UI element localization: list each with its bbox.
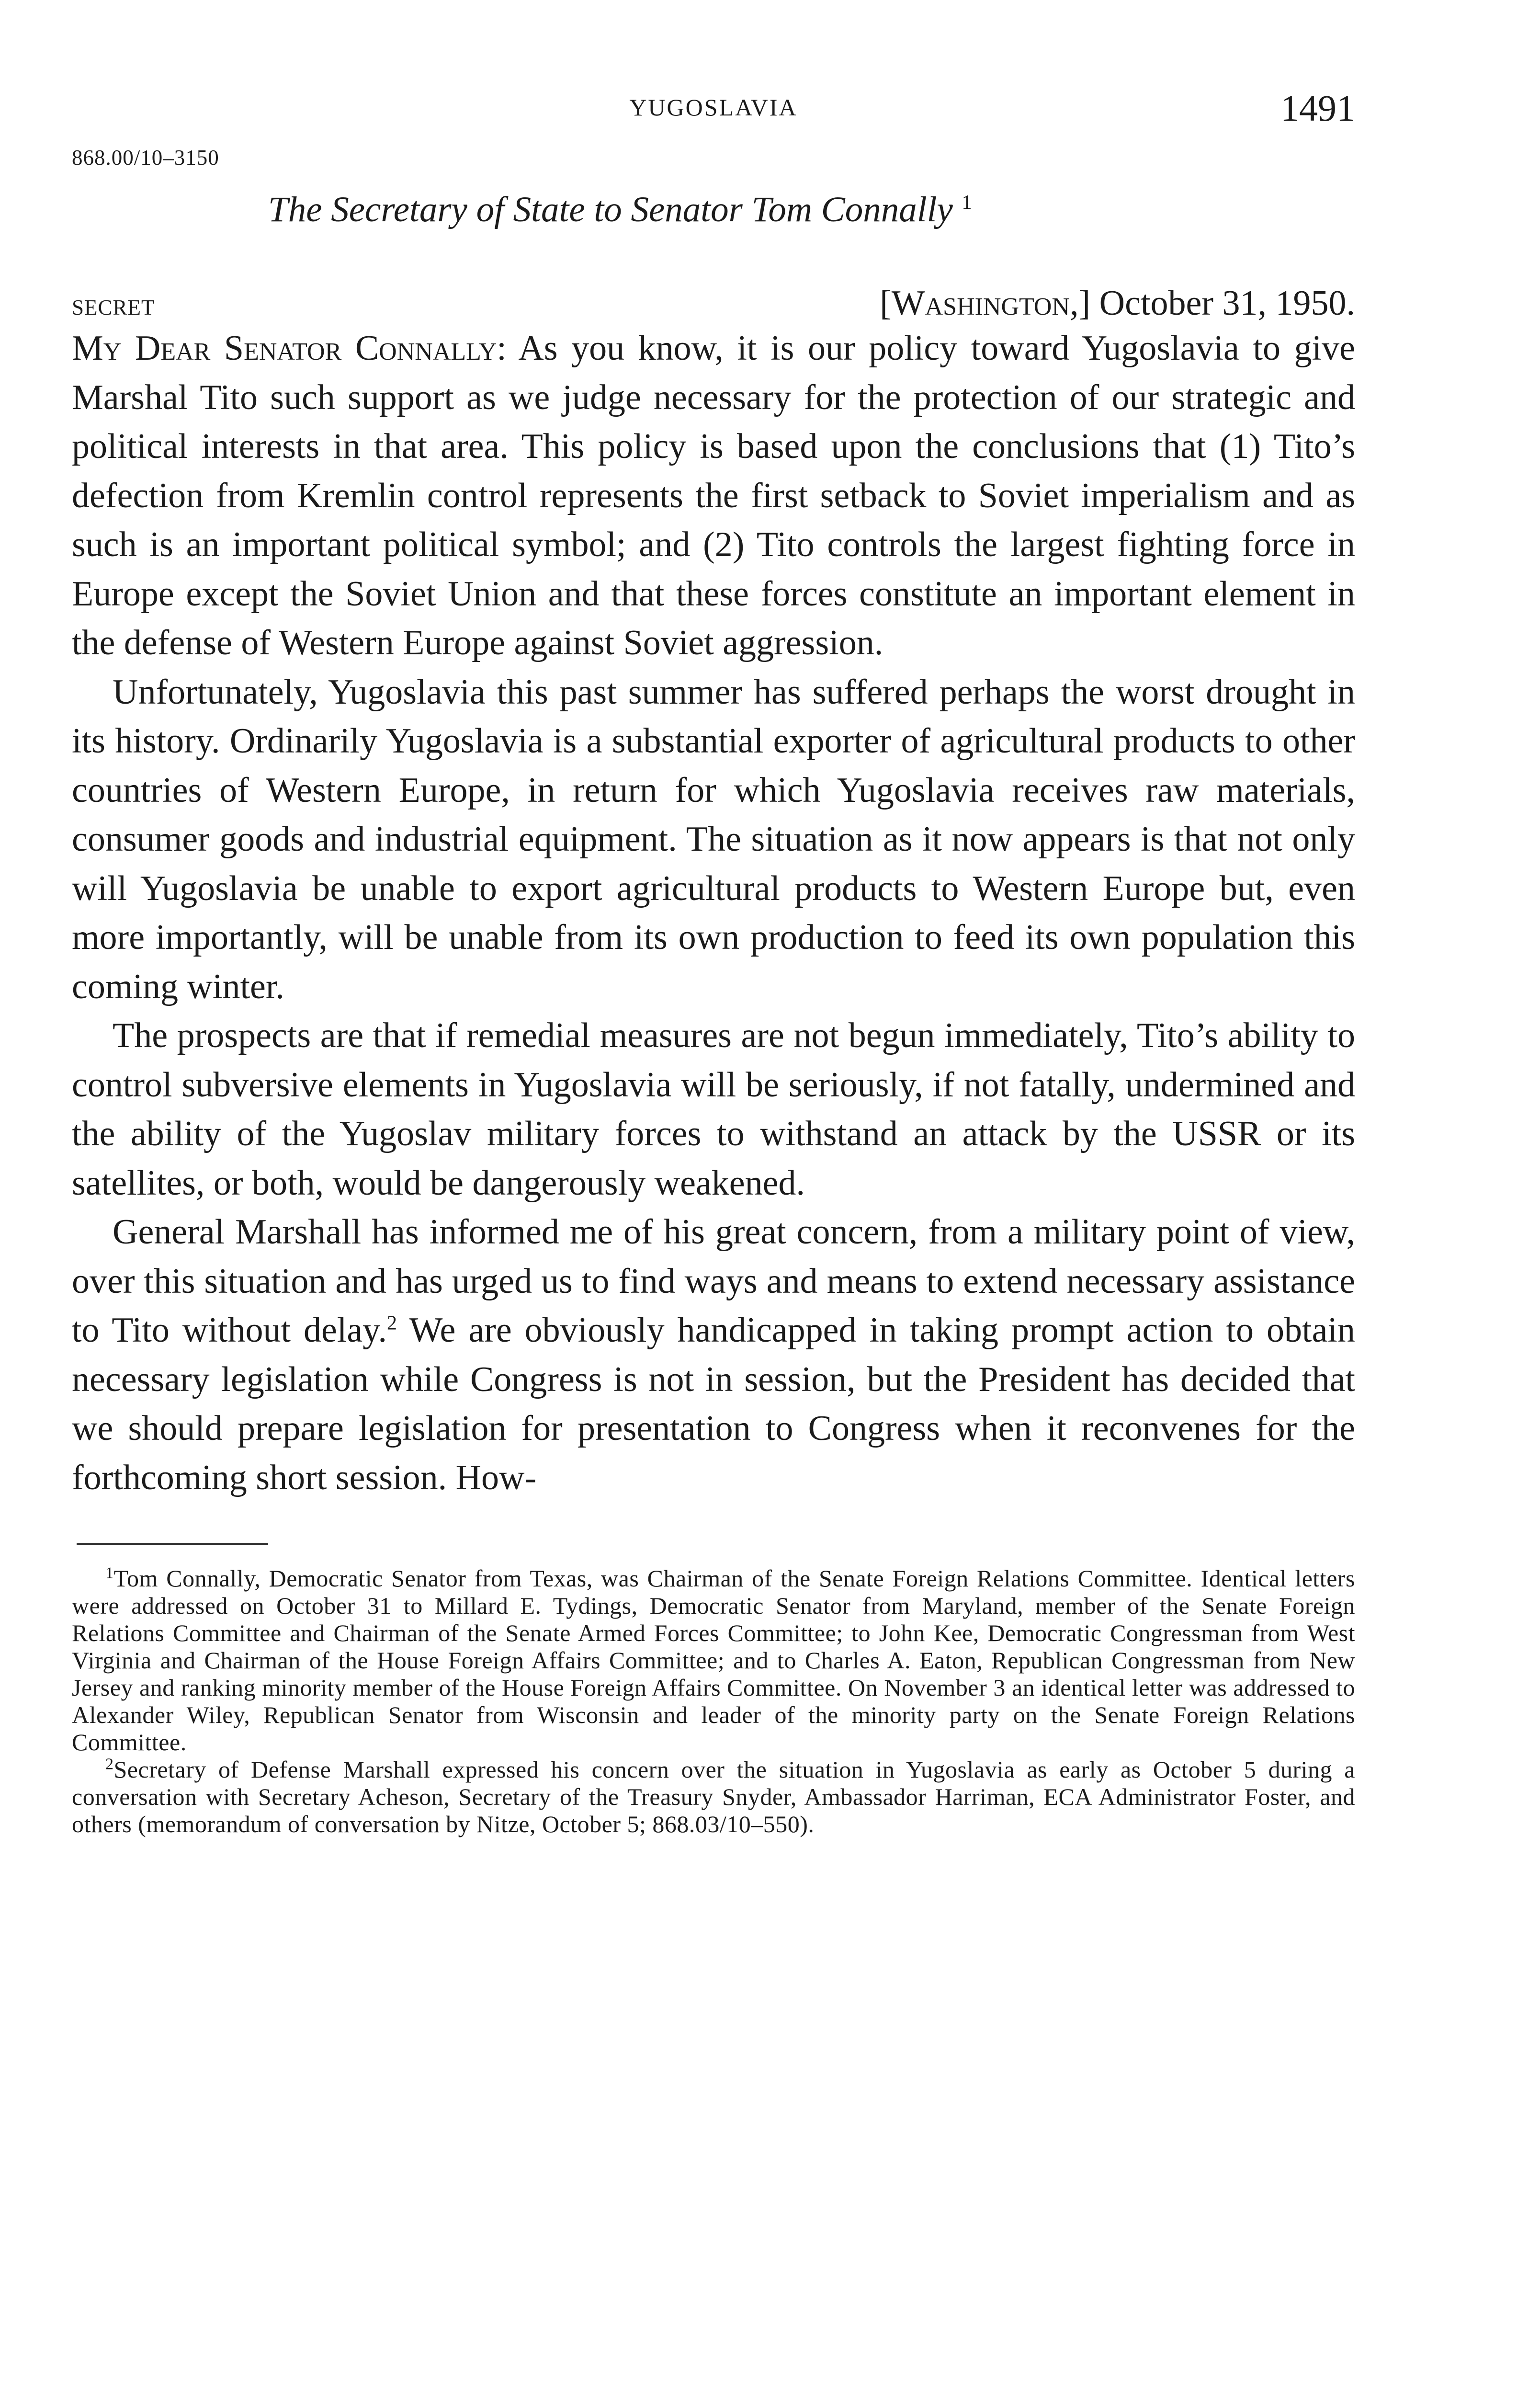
paragraph-4-text-b: We are obviously handicapped in taking prompt action to obtain necessary legislation while Congress is not in session, but the President has decided that we should prepare legislation for presentation to Congress when it reconvenes for the forthcoming short session. How-	[72, 1311, 1355, 1497]
running-title: YUGOSLAVIA	[629, 94, 798, 121]
paragraph-3: The prospects are that if remedial measures are not begun immediately, Tito’s ability to control subversive elements in Yugoslavia will be seriously, if not fatally, undermined and the ability of the Yugoslav military forces to withstand an attack by the USSR or its satellites, or both, would be dangerously weakened.	[72, 1016, 1355, 1203]
letter-body	[72, 324, 1355, 1502]
footnote-divider	[77, 1543, 268, 1545]
paragraph-1: My Dear Senator Connally: As you know, it is our policy toward Yugoslavia to give Marshal Tito such support as we judge necessary for the protection of our strategic and political interests in that area. This policy is based upon the conclusions that (1) Tito’s defection from Kremlin control represents the first setback to Soviet imperialism and as such is an important political symbol; and (2) Tito controls the largest fighting force in Europe except the Soviet Union and that these forces constitute an important element in the defense of Western Europe against Soviet aggression.	[72, 329, 1355, 662]
paragraph-4	[72, 1208, 1355, 1502]
salutation: My Dear Senator Connally	[72, 329, 497, 368]
document-page	[72, 84, 1355, 1838]
classification-dateline-row	[72, 283, 1355, 324]
footnotes	[72, 1565, 1355, 1838]
footnote-2-text: Secretary of Defense Marshall expressed his concern over the situation in Yugoslavia as early as October 5 during a conversation with Secretary Acheson, Secretary of the Treasury Snyder, Ambassador Harriman, ECA Administrator Foster, and others (memorandum of conversation by Nitze, October 5; 868.03/10–550).	[72, 1756, 1355, 1837]
running-header	[72, 84, 1355, 137]
document-title-text: The Secretary of State to Senator Tom Connally	[268, 190, 953, 229]
page-number: 1491	[1280, 87, 1355, 129]
footnote-ref-2: 2	[386, 1312, 397, 1334]
classification-label: SECRET	[72, 296, 155, 319]
footnote-1	[72, 1565, 1355, 1756]
dateline: [Washington,] October 31, 1950.	[880, 284, 1355, 323]
paragraph-1-text: As you know, it is our policy toward Yugoslavia to give Marshal Tito such support as we judge necessary for the protection of our strategic and political interests in that area. This policy is based upon the conclusions that (1) Tito’s defection from Kremlin control represents the first setback to Soviet imperialism and as such is an important political symbol; and (2) Tito controls the largest fighting force in Europe except the Soviet Union and that these forces constitute an important element in the defense of Western Europe against Soviet aggression.	[72, 329, 1355, 662]
dateline-date: October 31, 1950.	[1099, 284, 1355, 323]
footnote-ref-1: 1	[962, 192, 972, 214]
footnote-1-mark: 1	[105, 1564, 114, 1582]
paragraph-2: Unfortunately, Yugoslavia this past summer has suffered perhaps the worst drought in its history. Ordinarily Yugoslavia is a substantial exporter of agricultural products to other countries of Western Europe, in return for which Yugoslavia receives raw materials, consumer goods and industrial equipment. The situation as it now appears is that not only will Yugoslavia be unable to export agricultural products to Western Europe but, even more importantly, will be unable from its own production to feed its own population this coming winter.	[72, 672, 1355, 1006]
file-number: 868.00/10–3150	[72, 146, 219, 170]
footnote-2	[72, 1756, 1355, 1838]
dateline-place: Washington,	[891, 284, 1079, 323]
footnote-2-mark: 2	[105, 1755, 114, 1773]
paragraph-4-text-a: General Marshall has informed me of his great concern, from a military point of view, over this situation and has urged us to find ways and means to extend necessary assistance to Tito without delay.	[72, 1212, 1355, 1350]
document-title	[268, 189, 1355, 230]
footnote-1-text: Tom Connally, Democratic Senator from Texas, was Chairman of the Senate Foreign Relations Committee. Identical letters were addressed on October 31 to Millard E. Tydings, Democratic Senator from Maryland, member of the Senate Foreign Relations Committee and Chairman of the Senate Armed Forces Committee; to John Kee, Democratic Congressman from West Virginia and Chairman of the House Foreign Affairs Committee; and to Charles A. Eaton, Republican Congressman from New Jersey and ranking minority member of the House Foreign Affairs Committee. On November 3 an identical letter was addressed to Alexander Wiley, Republican Senator from Wisconsin and leader of the minority party on the Senate Foreign Relations Committee.	[72, 1565, 1355, 1756]
